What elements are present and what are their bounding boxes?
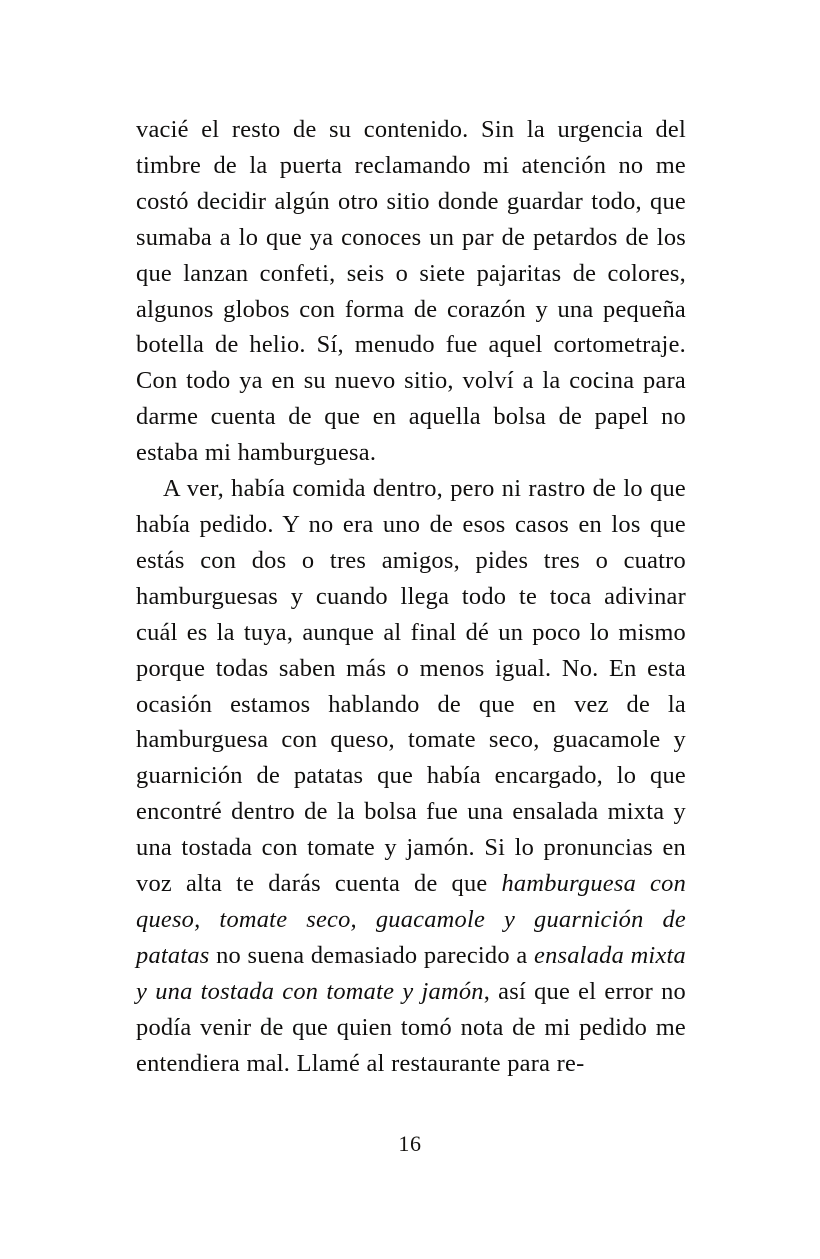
paragraph-2-run-roman-2: no suena demasiado parecido a: [209, 941, 534, 969]
body-paragraph-2: [136, 471, 686, 1081]
paragraph-2-run-italic-1: hamburguesa con queso, tomate seco, guacamole y guarnición de patatas: [136, 870, 687, 969]
page-footer: [0, 1130, 820, 1158]
body-paragraph-1: [136, 112, 686, 471]
page-number: 16: [398, 1131, 422, 1156]
paragraph-2-run-italic-2: ensalada mixta y una tostada con tomate y jamón: [136, 941, 686, 1005]
page-text-block: [136, 112, 686, 1081]
paragraph-2-run-roman-3: , así que el error no podía venir de que quien tomó nota de mi pedido me entendiera mal. Llamé al restaurante para re-: [136, 977, 686, 1077]
paragraph-2-run-roman-1: A ver, había comida dentro, pero ni rastro de lo que había pedido. Y no era uno de esos casos en los que estás con dos o tres amigos, pides tres o cuatro hamburguesas y cuando llega todo te toca adivinar cuál es la tuya, aunque al final dé un poco lo mismo porque todas saben más o menos igual. No. En esta ocasión estamos hablando de que en vez de la hamburguesa con queso, tomate seco, guacamole y guarnición de patatas que había encargado, lo que encontré dentro de la bolsa fue una ensalada mixta y una tostada con tomate y jamón. Si lo pronuncias en voz alta te darás cuenta de que: [136, 475, 686, 898]
paragraph-1-run-roman: vacié el resto de su contenido. Sin la urgencia del timbre de la puerta reclamando mi atención no me costó decidir algún otro sitio donde guardar todo, que sumaba a lo que ya conoces un par de petardos de los que lanzan confeti, seis o siete pajaritas de colores, algunos globos con forma de corazón y una pequeña botella de helio. Sí, menudo fue aquel cortometraje. Con todo ya en su nuevo sitio, volví a la cocina para darme cuenta de que en aquella bolsa de papel no estaba mi hamburguesa.: [136, 116, 686, 467]
